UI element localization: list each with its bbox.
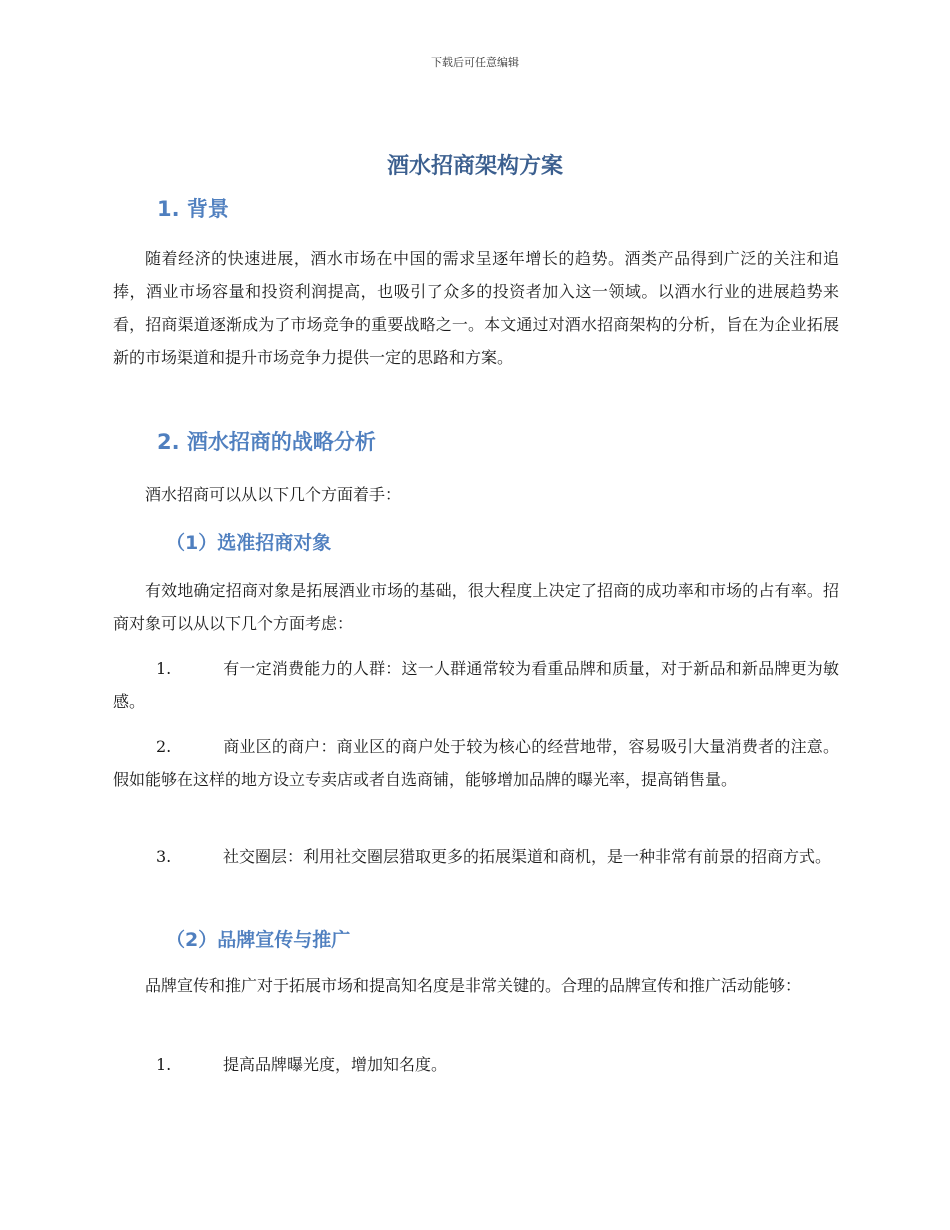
header-note: 下载后可任意编辑 <box>431 56 519 69</box>
list-item <box>113 840 839 873</box>
list-item <box>113 730 839 796</box>
subheading-brand-promotion: （2）品牌宣传与推广 <box>166 929 351 951</box>
strategy-intro: 酒水招商可以从以下几个方面着手： <box>145 485 402 504</box>
list-item-text: 提高品牌曝光度，增加知名度。 <box>223 1055 448 1074</box>
list-item-number: 1. <box>156 1055 172 1074</box>
brand-promotion-paragraph: 品牌宣传和推广对于拓展市场和提高知名度是非常关键的。合理的品牌宣传和推广活动能够： <box>145 976 802 995</box>
background-paragraph: 随着经济的快速进展，酒水市场在中国的需求呈逐年增长的趋势。酒类产品得到广泛的关注和追捧，酒业市场容量和投资利润提高，也吸引了众多的投资者加入这一领域。以酒水行业的进展趋势来看，招商渠道逐渐成为了市场竞争的重要战略之一。本文通过对酒水招商架构的分析，旨在为企业拓展新的市场渠道和提升市场竞争力提供一定的思路和方案。 <box>113 249 839 367</box>
section-heading-background: 1. 背景 <box>157 197 229 221</box>
document-title: 酒水招商架构方案 <box>386 154 563 179</box>
subheading-target-selection: （1）选准招商对象 <box>166 532 332 554</box>
list-item-number: 2. <box>156 737 172 756</box>
list-item <box>113 652 839 718</box>
section-heading-strategy: 2. 酒水招商的战略分析 <box>157 430 376 454</box>
list-item-number: 3. <box>156 847 172 866</box>
list-item-text: 商业区的商户：商业区的商户处于较为核心的经营地带，容易吸引大量消费者的注意。假如能够在这样的地方设立专卖店或者自选商铺，能够增加品牌的曝光率，提高销售量。 <box>113 737 839 789</box>
list-item-text: 社交圈层：利用社交圈层猎取更多的拓展渠道和商机，是一种非常有前景的招商方式。 <box>223 847 832 866</box>
list-item-number: 1. <box>156 659 172 678</box>
target-selection-paragraph: 有效地确定招商对象是拓展酒业市场的基础，很大程度上决定了招商的成功率和市场的占有率。招商对象可以从以下几个方面考虑： <box>113 581 839 633</box>
list-item-text: 有一定消费能力的人群：这一人群通常较为看重品牌和质量，对于新品和新品牌更为敏感。 <box>113 659 839 711</box>
list-item <box>113 1048 839 1081</box>
